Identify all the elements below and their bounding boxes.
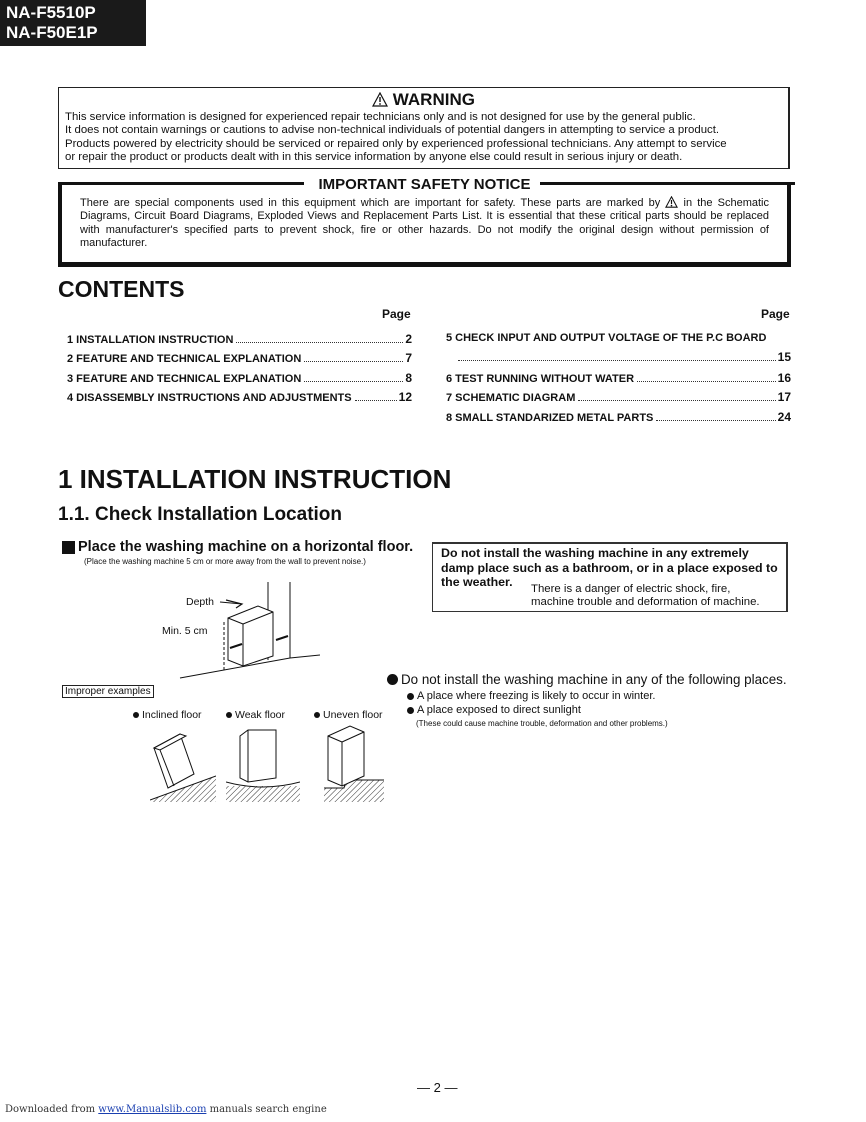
safety-notice-text: There are special components used in this equipment which are important for safety. These parts are marked by in the Schematic Diagrams, Circuit Board Diagrams, Exploded Views and Replacement Parts List. It is essential that these critical parts should be replaced with manufacturer's specified parts to prevent shock, fire or other hazards. Do not modify the original design without permission of manufacturer. [80,197,769,250]
bullet-icon [387,674,398,685]
warning-title: WARNING [59,90,788,110]
damp-place-warning-title: Do not install the washing machine in any extremely damp place such as a bathroom, or in a place exposed to the weather. [441,546,778,589]
square-bullet-icon [62,541,75,554]
improper-examples-label: Improper examples [62,685,154,698]
toc-link[interactable]: 3 FEATURE AND TECHNICAL EXPLANATION 8 [67,371,412,385]
warning-text [65,111,727,164]
toc-link[interactable]: 2 FEATURE AND TECHNICAL EXPLANATION 7 [67,351,412,365]
page-column-label: Page [761,307,790,321]
weak-floor-illustration [226,726,300,802]
toc-link-continued[interactable]: 15 [446,350,791,364]
horizontal-floor-note: (Place the washing machine 5 cm or more away from the wall to prevent noise.) [84,557,366,566]
places-note: (These could cause machine trouble, deformation and other problems.) [416,719,668,728]
bullet-icon [407,707,414,714]
toc-link[interactable]: 1 INSTALLATION INSTRUCTION 2 [67,332,412,346]
model-line-2: NA-F50E1P [6,23,98,42]
inclined-floor-illustration [150,726,216,802]
damp-place-warning-text: There is a danger of electric shock, fire, machine trouble and deformation of machine. [531,583,760,609]
manualslib-link[interactable]: www.Manualslib.com [98,1104,207,1115]
page-number: — 2 — [417,1080,458,1095]
horizontal-floor-heading: Place the washing machine on a horizontal floor. [62,539,413,555]
depth-label: Depth [186,596,215,608]
page-column-label: Page [382,307,411,321]
places-item: A place exposed to direct sunlight [407,704,581,716]
toc-link[interactable]: 6 TEST RUNNING WITHOUT WATER 16 [446,371,791,385]
damp-place-warning-box [432,542,788,612]
warning-line: It does not contain warnings or cautions to advise non-technical individuals of potential dangers in attempting to service a product. [65,124,720,137]
toc-link[interactable]: 5 CHECK INPUT AND OUTPUT VOLTAGE OF THE P.C BOARD [446,332,767,344]
section-title: 1 INSTALLATION INSTRUCTION [58,464,452,494]
contents-heading: CONTENTS [58,276,185,302]
warning-line: or repair the product or products dealt with in this service information by anyone else could result in serious injury or death. [65,150,683,163]
download-footer: Downloaded from www.Manualslib.com manuals search engine [5,1104,327,1115]
example-label-inclined: Inclined floor [133,709,202,721]
subsection-title: 1.1. Check Installation Location [58,504,343,525]
example-label-uneven: Uneven floor [314,709,383,721]
model-number-box [0,0,146,46]
safety-notice-title: IMPORTANT SAFETY NOTICE [62,176,787,193]
example-label-weak: Weak floor [226,709,285,721]
toc-link[interactable]: 4 DISASSEMBLY INSTRUCTIONS AND ADJUSTMENTS 12 [67,390,412,404]
model-line-1: NA-F5510P [6,3,96,22]
warning-triangle-icon [665,196,678,208]
places-item: A place where freezing is likely to occur in winter. [407,690,655,702]
min-distance-label: Min. 5 cm [162,625,208,637]
bullet-icon [407,693,414,700]
warning-line: This service information is designed for experienced repair technicians only and is not designed for use by the general public. [65,111,696,123]
warning-box [58,87,790,169]
warning-triangle-icon [372,92,388,107]
safety-notice-box [58,176,791,267]
warning-line: Products powered by electricity should be serviced or repaired only by experienced professional technicians. Any attempt to service [65,137,727,150]
toc-link[interactable]: 8 SMALL STANDARIZED METAL PARTS 24 [446,410,791,424]
toc-link[interactable]: 7 SCHEMATIC DIAGRAM 17 [446,390,791,404]
uneven-floor-illustration [324,722,384,802]
places-heading: Do not install the washing machine in any of the following places. [387,672,787,687]
